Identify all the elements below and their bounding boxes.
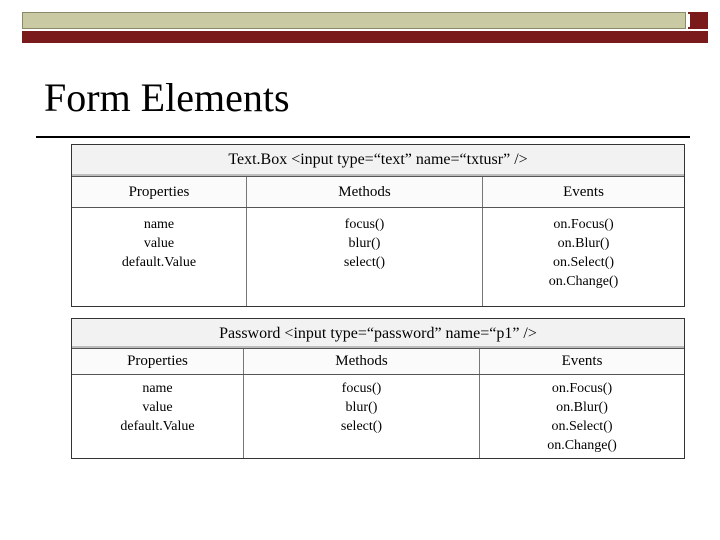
- event-item: on.Focus(): [553, 217, 614, 232]
- slide-title: Form Elements: [44, 75, 290, 120]
- column-header-properties: Properties: [72, 349, 244, 374]
- column-header-events: Events: [563, 183, 604, 200]
- event-item: on.Select(): [552, 255, 615, 270]
- textbox-table: [71, 144, 685, 307]
- event-item: on.Change(): [548, 274, 619, 289]
- property-item: name: [143, 217, 175, 232]
- property-item: default.Value: [120, 419, 195, 434]
- event-item: on.Select(): [551, 419, 613, 434]
- property-item: value: [142, 400, 173, 415]
- method-item: select(): [343, 255, 386, 270]
- event-item: on.Blur(): [557, 236, 610, 251]
- column-header-methods: Methods: [247, 177, 483, 207]
- password-table-header-row: [72, 349, 684, 375]
- method-item: blur(): [348, 236, 381, 251]
- top-band-square: [688, 12, 708, 29]
- method-item: select(): [340, 419, 383, 434]
- method-item: focus(): [341, 381, 382, 396]
- column-header-methods: Methods: [244, 349, 480, 374]
- top-decorative-band: [22, 12, 708, 40]
- event-item: on.Change(): [547, 438, 617, 453]
- textbox-table-body-row: [72, 208, 684, 306]
- event-item: on.Focus(): [551, 381, 613, 396]
- top-band-gap: [686, 14, 690, 27]
- event-item: on.Blur(): [556, 400, 608, 415]
- password-table-heading: Password <input type=“password” name=“p1” />: [72, 319, 684, 349]
- methods-cell: [244, 375, 480, 458]
- textbox-table-heading: Text.Box <input type=“text” name=“txtusr” />: [72, 145, 684, 177]
- top-band-green-bar: [22, 12, 686, 29]
- password-table-body-row: [72, 375, 684, 458]
- properties-cell: [72, 208, 247, 306]
- top-band-red-bar: [22, 31, 708, 43]
- events-cell: [480, 375, 684, 458]
- property-item: value: [143, 236, 175, 251]
- column-header-events: Events: [561, 353, 603, 369]
- method-item: focus(): [344, 217, 385, 232]
- properties-cell: [72, 375, 244, 458]
- column-header-properties: Properties: [72, 177, 247, 207]
- title-underline: [36, 136, 690, 138]
- events-cell: [483, 208, 684, 306]
- textbox-table-header-row: [72, 177, 684, 208]
- methods-cell: [247, 208, 483, 306]
- property-item: default.Value: [121, 255, 197, 270]
- method-item: blur(): [345, 400, 378, 415]
- password-table: [71, 318, 685, 459]
- property-item: name: [142, 381, 173, 396]
